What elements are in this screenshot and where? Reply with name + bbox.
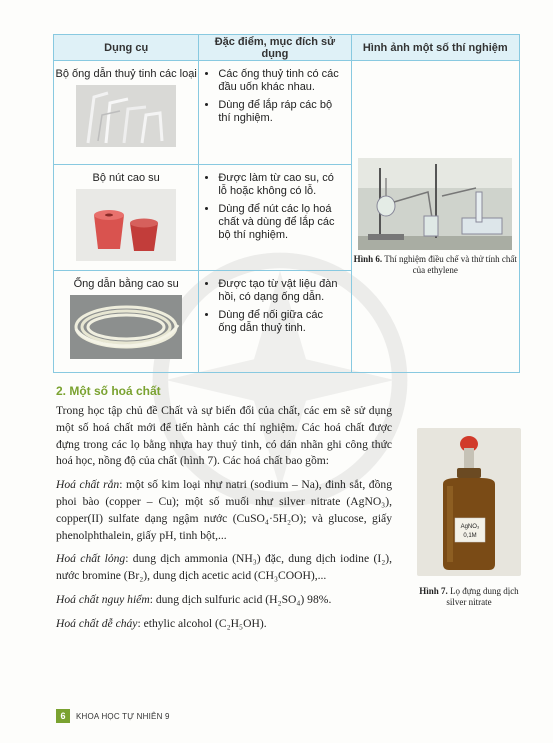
feature-item: • Được tạo từ vật liệu đàn hồi, có dạng ống dẫn. — [218, 278, 343, 304]
flammable-text: : ethylic alcohol (C₂H₅OH). — [137, 616, 267, 630]
liquid-label: Hoá chất lỏng — [56, 552, 126, 566]
equipment-table — [53, 34, 520, 373]
bottle-label-line1: AgNO₃ — [460, 524, 480, 530]
figure7-label: Hình 7. — [419, 586, 448, 596]
figure6-cell — [351, 61, 520, 373]
solid-chemicals-paragraph — [56, 477, 392, 544]
figure6-text: Thí nghiệm điều chế và thử tính chất của ethylene — [384, 253, 517, 275]
solid-text: : một số kim loại như natri (sodium – Na), đinh sắt, đồng phoi bào (copper – Cu); một số muối như silver nitrate (AgNO₃), copper(II) sulfate dạng ngậm nước (CuSO₄·5H₂O); và glucose, giấy phenolphthalein, giấy pH, tinh bột,... — [56, 478, 392, 542]
feature-item: • Dùng để nút các lọ hoá chất và dùng để lắp các bộ thí nghiệm. — [218, 203, 343, 242]
danger-text: : dung dịch sulfuric acid (H₂SO₄) 98%. — [149, 592, 332, 606]
feature-item: • Dùng để lắp ráp các bộ thí nghiệm. — [218, 99, 343, 125]
section-title: 2. Một số hoá chất — [56, 384, 161, 398]
table-row — [54, 61, 520, 165]
table-header-row — [54, 35, 520, 61]
intro-paragraph: Trong học tập chủ đề Chất và sự biến đổi của chất, các em sẽ sử dụng một số hoá chất mới để tiến hành các thí nghiệm. Các hoá chất được đựng trong các lọ bằng nhựa hay thuỷ tinh, có dán nhãn ghi công thức hoá học, nồng độ của chất (hình 7). Các hoá chất bao gồm: — [56, 404, 392, 468]
tool-cell — [54, 61, 199, 165]
book-title: KHOA HỌC TỰ NHIÊN 9 — [76, 711, 170, 721]
figure6-caption — [353, 254, 519, 276]
tool-name: Ống dẫn bằng cao su — [73, 278, 179, 290]
flammable-chemicals-paragraph — [56, 616, 392, 633]
rubber-stoppers-image — [76, 189, 176, 261]
liquid-text: : dung dịch ammonia (NH₃) đặc, dung dịch iodine (I₂), nước bromine (Br₂), dung dịch acetic acid (CH₃COOH),... — [56, 552, 392, 583]
silver-nitrate-bottle-image — [417, 428, 521, 576]
features-cell — [199, 165, 351, 271]
tool-cell — [54, 271, 199, 373]
bottle-label-line2: 0,1M — [463, 533, 477, 539]
danger-chemicals-paragraph — [56, 592, 392, 609]
page-footer — [56, 709, 170, 723]
tool-name: Bộ ống dẫn thuỷ tinh các loại — [55, 68, 197, 80]
feature-item: • Được làm từ cao su, có lỗ hoặc không có lỗ. — [218, 172, 343, 198]
features-cell — [199, 61, 351, 165]
flammable-label: Hoá chất dễ cháy — [56, 616, 138, 630]
figure6-label: Hình 6. — [353, 253, 383, 264]
features-cell — [199, 271, 351, 373]
figure7-caption — [410, 586, 528, 608]
header-tool: Dụng cụ — [54, 35, 199, 61]
feature-item: • Dùng để nối giữa các ống dẫn thuỷ tinh. — [218, 309, 343, 335]
header-images: Hình ảnh một số thí nghiệm — [351, 35, 520, 61]
rubber-tube-image — [70, 295, 182, 359]
ethylene-experiment-image — [358, 158, 512, 250]
danger-label: Hoá chất nguy hiểm — [56, 592, 150, 606]
tool-name: Bộ nút cao su — [92, 172, 160, 184]
header-features: Đặc điểm, mục đích sử dụng — [199, 35, 351, 61]
feature-item: • Các ống thuỷ tinh có các đầu uốn khác nhau. — [218, 68, 343, 94]
figure7-image — [417, 428, 521, 576]
figure7-text: Lọ đựng dung dịch silver nitrate — [446, 586, 519, 607]
page-number: 6 — [56, 709, 70, 723]
glass-tubes-image — [76, 85, 176, 147]
liquid-chemicals-paragraph — [56, 551, 392, 585]
tool-cell — [54, 165, 199, 271]
section-body — [56, 403, 392, 640]
solid-label: Hoá chất rắn — [56, 478, 120, 492]
